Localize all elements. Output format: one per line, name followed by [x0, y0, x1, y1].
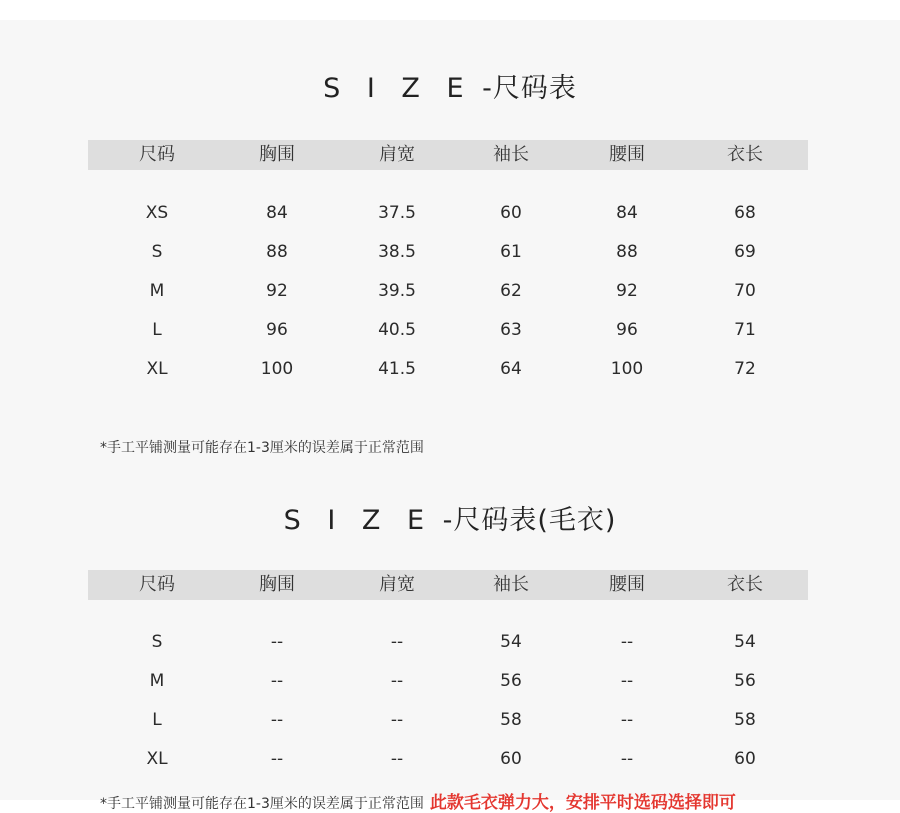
header-chest: 胸围 [259, 574, 295, 595]
header-chest: 胸围 [259, 144, 295, 165]
cell-sleeve: 60 [500, 749, 522, 769]
table-body [88, 170, 808, 389]
cell-chest: -- [270, 671, 284, 691]
cell-length: 70 [734, 281, 756, 301]
table-row [88, 194, 808, 233]
cell-chest: 84 [266, 203, 288, 223]
measurement-note-text: *手工平铺测量可能存在1-3厘米的误差属于正常范围 [100, 796, 424, 812]
title-chinese: -尺码表 [482, 73, 577, 104]
measurement-note: *手工平铺测量可能存在1-3厘米的误差属于正常范围 [100, 440, 424, 456]
size-chart-panel [0, 20, 900, 813]
table-row [88, 350, 808, 389]
cell-length: 72 [734, 359, 756, 379]
cell-length: 54 [734, 632, 756, 652]
cell-shoulder: -- [390, 632, 404, 652]
cell-chest: 88 [266, 242, 288, 262]
sweater-size-table [88, 570, 808, 779]
sweater-size-chart-title [0, 498, 900, 537]
cell-sleeve: 60 [500, 203, 522, 223]
cell-size: XS [145, 203, 169, 223]
cell-waist: 88 [616, 242, 638, 262]
header-size: 尺码 [139, 144, 175, 165]
header-sleeve: 袖长 [493, 574, 529, 595]
cell-waist: 84 [616, 203, 638, 223]
cell-chest: -- [270, 749, 284, 769]
table-row [88, 272, 808, 311]
header-shoulder: 肩宽 [379, 574, 415, 595]
cell-length: 60 [734, 749, 756, 769]
cell-shoulder: -- [390, 671, 404, 691]
cell-sleeve: 61 [500, 242, 522, 262]
table-row [88, 740, 808, 779]
title-chinese: -尺码表(毛衣) [442, 505, 617, 536]
cell-sleeve: 54 [500, 632, 522, 652]
cell-shoulder: -- [390, 710, 404, 730]
cell-chest: 96 [266, 320, 288, 340]
cell-size: L [152, 320, 162, 340]
cell-shoulder: 41.5 [378, 359, 416, 379]
cell-waist: 96 [616, 320, 638, 340]
cell-shoulder: 38.5 [378, 242, 416, 262]
title-latin: S I Z E [323, 73, 473, 104]
cell-waist: 100 [610, 359, 644, 379]
measurement-note [100, 788, 736, 813]
cell-shoulder: 37.5 [378, 203, 416, 223]
header-waist: 腰围 [609, 574, 645, 595]
table-header-row [88, 140, 808, 170]
cell-sleeve: 62 [500, 281, 522, 301]
cell-size: M [149, 281, 165, 301]
cell-chest: 92 [266, 281, 288, 301]
cell-length: 58 [734, 710, 756, 730]
table-header-row [88, 570, 808, 600]
header-length: 衣长 [727, 144, 763, 165]
cell-length: 69 [734, 242, 756, 262]
cell-waist: -- [620, 710, 634, 730]
table-row [88, 233, 808, 272]
cell-waist: 92 [616, 281, 638, 301]
table-body [88, 600, 808, 779]
elasticity-warning: 此款毛衣弹力大，安排平时选码选择即可 [429, 793, 736, 813]
size-chart-title [0, 66, 900, 105]
cell-size: M [149, 671, 165, 691]
cell-length: 71 [734, 320, 756, 340]
cell-sleeve: 56 [500, 671, 522, 691]
header-sleeve: 袖长 [493, 144, 529, 165]
cell-shoulder: 40.5 [378, 320, 416, 340]
cell-length: 68 [734, 203, 756, 223]
cell-sleeve: 64 [500, 359, 522, 379]
cell-chest: -- [270, 632, 284, 652]
table-row [88, 701, 808, 740]
cell-chest: 100 [260, 359, 294, 379]
cell-size: S [151, 242, 163, 262]
cell-length: 56 [734, 671, 756, 691]
cell-size: XL [146, 749, 168, 769]
table-row [88, 311, 808, 350]
cell-waist: -- [620, 749, 634, 769]
size-table [88, 140, 808, 389]
cell-sleeve: 58 [500, 710, 522, 730]
title-latin: S I Z E [283, 505, 433, 536]
header-size: 尺码 [139, 574, 175, 595]
cell-waist: -- [620, 632, 634, 652]
header-length: 衣长 [727, 574, 763, 595]
header-shoulder: 肩宽 [379, 144, 415, 165]
cell-sleeve: 63 [500, 320, 522, 340]
cell-size: XL [146, 359, 168, 379]
header-waist: 腰围 [609, 144, 645, 165]
table-row [88, 623, 808, 662]
cell-size: L [152, 710, 162, 730]
cell-shoulder: -- [390, 749, 404, 769]
cell-chest: -- [270, 710, 284, 730]
cell-waist: -- [620, 671, 634, 691]
cell-shoulder: 39.5 [378, 281, 416, 301]
table-row [88, 662, 808, 701]
cell-size: S [151, 632, 163, 652]
